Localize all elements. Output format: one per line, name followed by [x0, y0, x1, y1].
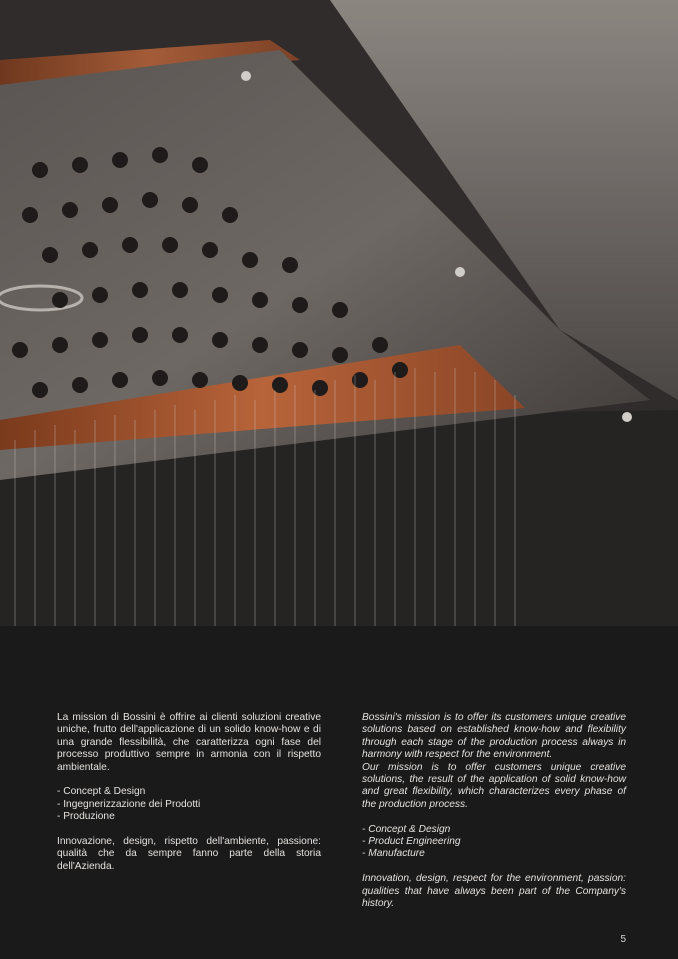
- italian-intro: La mission di Bossini è offrire ai clienti soluzioni creative uniche, frutto dell'applicazione di un solido know-how e di una grande flessibilità, che caratterizza ogni fase del processo produttivo sempre in armonia con il rispetto ambientale.: [57, 712, 321, 773]
- italian-column: [57, 712, 321, 873]
- italian-closing: Innovazione, design, rispetto dell'ambiente, passione: qualità che da sempre fanno parte della storia dell'Azienda.: [57, 836, 321, 872]
- english-intro-1: Bossini's mission is to offer its customers unique creative solutions based on established know-how and flexibility through each stage of the production process always in harmony with respect for the environment.: [362, 712, 626, 761]
- italian-list-item: - Ingegnerizzazione dei Prodotti: [57, 798, 201, 810]
- english-list-item: - Manufacture: [362, 848, 425, 860]
- english-closing: Innovation, design, respect for the environment, passion: qualities that have always been part of the Company's history.: [362, 873, 626, 910]
- english-list-item: - Product Engineering: [362, 836, 461, 848]
- english-list-item: - Concept & Design: [362, 823, 451, 835]
- english-intro-2: Our mission is to offer customers unique creative solutions, the result of the application of solid know-how and great flexibility, which characterizes every phase of the production process.: [362, 761, 626, 810]
- english-column: [362, 712, 626, 910]
- italian-list-item: - Produzione: [57, 811, 115, 823]
- italian-list-item: - Concept & Design: [57, 786, 146, 798]
- page-number: 5: [620, 934, 626, 945]
